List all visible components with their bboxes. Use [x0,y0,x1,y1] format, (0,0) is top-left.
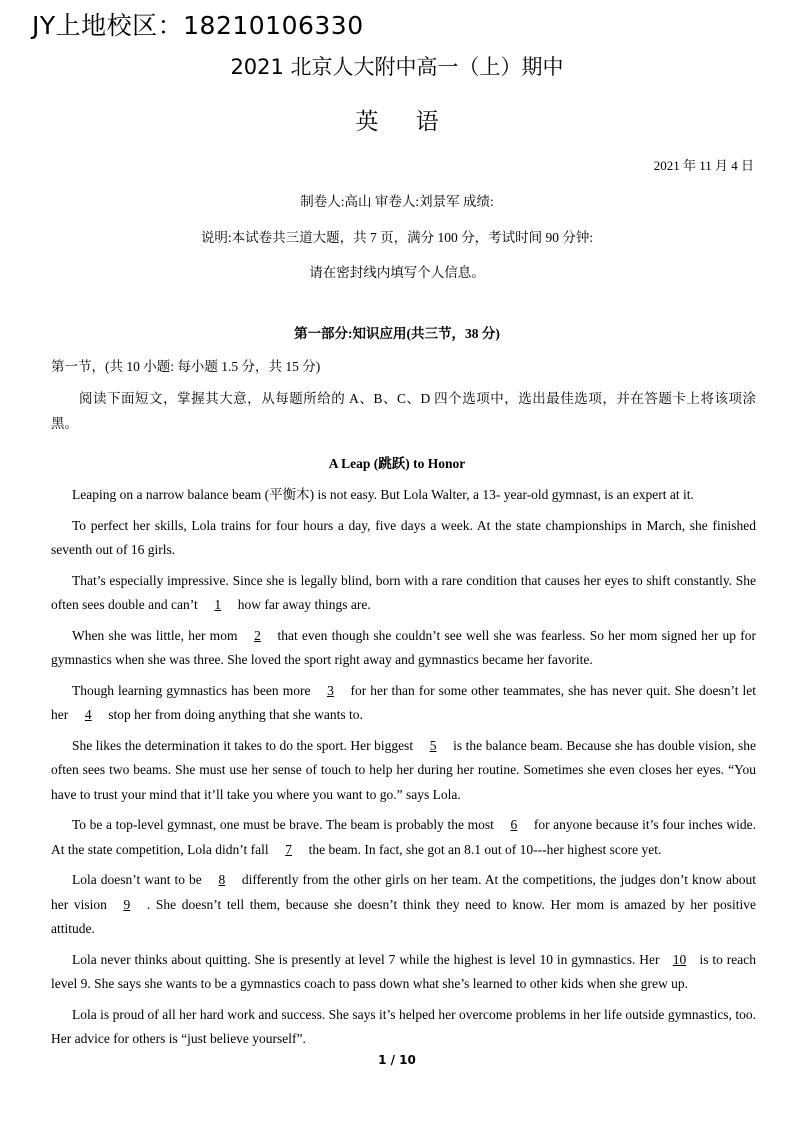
paragraph-4 [51,624,756,673]
paragraph-text: Though learning gymnastics has been more [72,682,311,698]
paragraph-text: To be a top-level gymnast, one must be brave. The beam is probably the most [72,817,494,832]
exam-date: 2021 年 11 月 4 日 [653,158,754,173]
paragraph-text: differently from the other girls on her team. At the competitions, the judges don’t know about her vision [51,872,756,912]
watermark-contact: JY上地校区：18210106330 [32,11,364,40]
paragraph-text: is to reach level 9. She says she wants to be a gymnastics coach to pass down what she’s learned to other kids when she grew up. [51,951,757,991]
blank-3: 3 [327,682,334,698]
section-heading: 第一部分:知识应用(共三节，38 分) [294,326,500,341]
exam-title: 2021 北京人大附中高一（上）期中 [230,55,564,79]
blank-5: 5 [429,737,437,753]
instructions: 阅读下面短文，掌握其大意，从每题所给的 A、B、C、D 四个选项中，选出最佳选项，并在答题卡上将该项涂黑。 [51,391,756,431]
paragraph-7 [51,813,756,862]
paragraph-text: how far away things are. [237,597,371,612]
page-number: 1 / 10 [378,1053,416,1067]
blank-10: 10 [672,951,687,967]
paragraph-text: Lola never thinks about quitting. She is presently at level 7 while the highest is level 10 in gymnastics. Her [72,951,660,967]
paragraph-text: that even though she couldn’t see well she was fearless. So her mom signed her up for gymnastics when she was three. She loved the sport right away and gymnastics became her favorite. [51,627,757,667]
subject-title: 英 语 [355,109,439,135]
paragraph-text: is the balance beam. Because she has double vision, she often sees two beams. She must use her sense of touch to help her during her routine. Sometimes she even closes her eyes. “You have to trust your mind that it’ll take you where you want to go.” says Lola. [51,737,756,802]
paragraph-9 [51,948,756,997]
blank-4: 4 [84,707,92,722]
subsection-heading: 第一节，(共 10 小题: 每小题 1.5 分，共 15 分) [51,359,321,374]
blank-9: 9 [123,896,131,912]
paragraph-6 [51,734,756,808]
blank-7: 7 [285,841,292,857]
exam-note: 说明:本试卷共三道大题，共 7 页，满分 100 分，考试时间 90 分钟: [200,230,594,245]
paragraph-5 [51,679,756,728]
paragraph-text: the beam. In fact, she got an 8.1 out of 10---her highest score yet. [308,841,662,857]
blank-1: 1 [214,597,222,612]
fill-info-line: 请在密封线内填写个人信息。 [309,265,485,280]
paragraph-text: for anyone because it’s four inches wide. At the state competition, Lola didn’t fall [51,817,756,857]
paragraph-text: When she was little, her mom [72,627,238,643]
paragraph-text: . She doesn’t tell them, because she doesn’t think they need to know. Her mom is amazed by her positive attitude. [51,896,756,936]
paragraph-2: To perfect her skills, Lola trains for four hours a day, five days a week. At the state championships in March, she finished seventh out of 16 girls. [51,517,756,557]
blank-2: 2 [254,627,261,643]
paragraph-8 [51,868,756,942]
paragraph-10: Lola is proud of all her hard work and success. She says it’s helped her overcome problems in her life outside gymnastics, too. Her advice for others is “just believe yourself”. [51,1006,756,1046]
paragraph-text: Lola doesn’t want to be [72,872,202,887]
passage [51,483,756,1058]
authors-line: 制卷人:高山 审卷人:刘景军 成绩: [300,194,494,209]
paragraph-1: Leaping on a narrow balance beam (平衡木) is not easy. But Lola Walter, a 13- year-old gymnast, is an expert at it. [72,487,694,502]
paragraph-text: for her than for some other teammates, she has never quit. She doesn’t let her [51,682,756,722]
paragraph-text: stop her from doing anything that she wants to. [108,707,363,722]
paragraph-text: She likes the determination it takes to do the sport. Her biggest [72,737,414,753]
blank-6: 6 [510,817,518,832]
paragraph-3 [51,569,756,618]
blank-8: 8 [218,872,226,887]
passage-title: A Leap (跳跃) to Honor [328,456,466,471]
paragraph-text: That’s especially impressive. Since she is legally blind, born with a rare condition that causes her eyes to shift constantly. She often sees double and can’t [51,572,756,612]
